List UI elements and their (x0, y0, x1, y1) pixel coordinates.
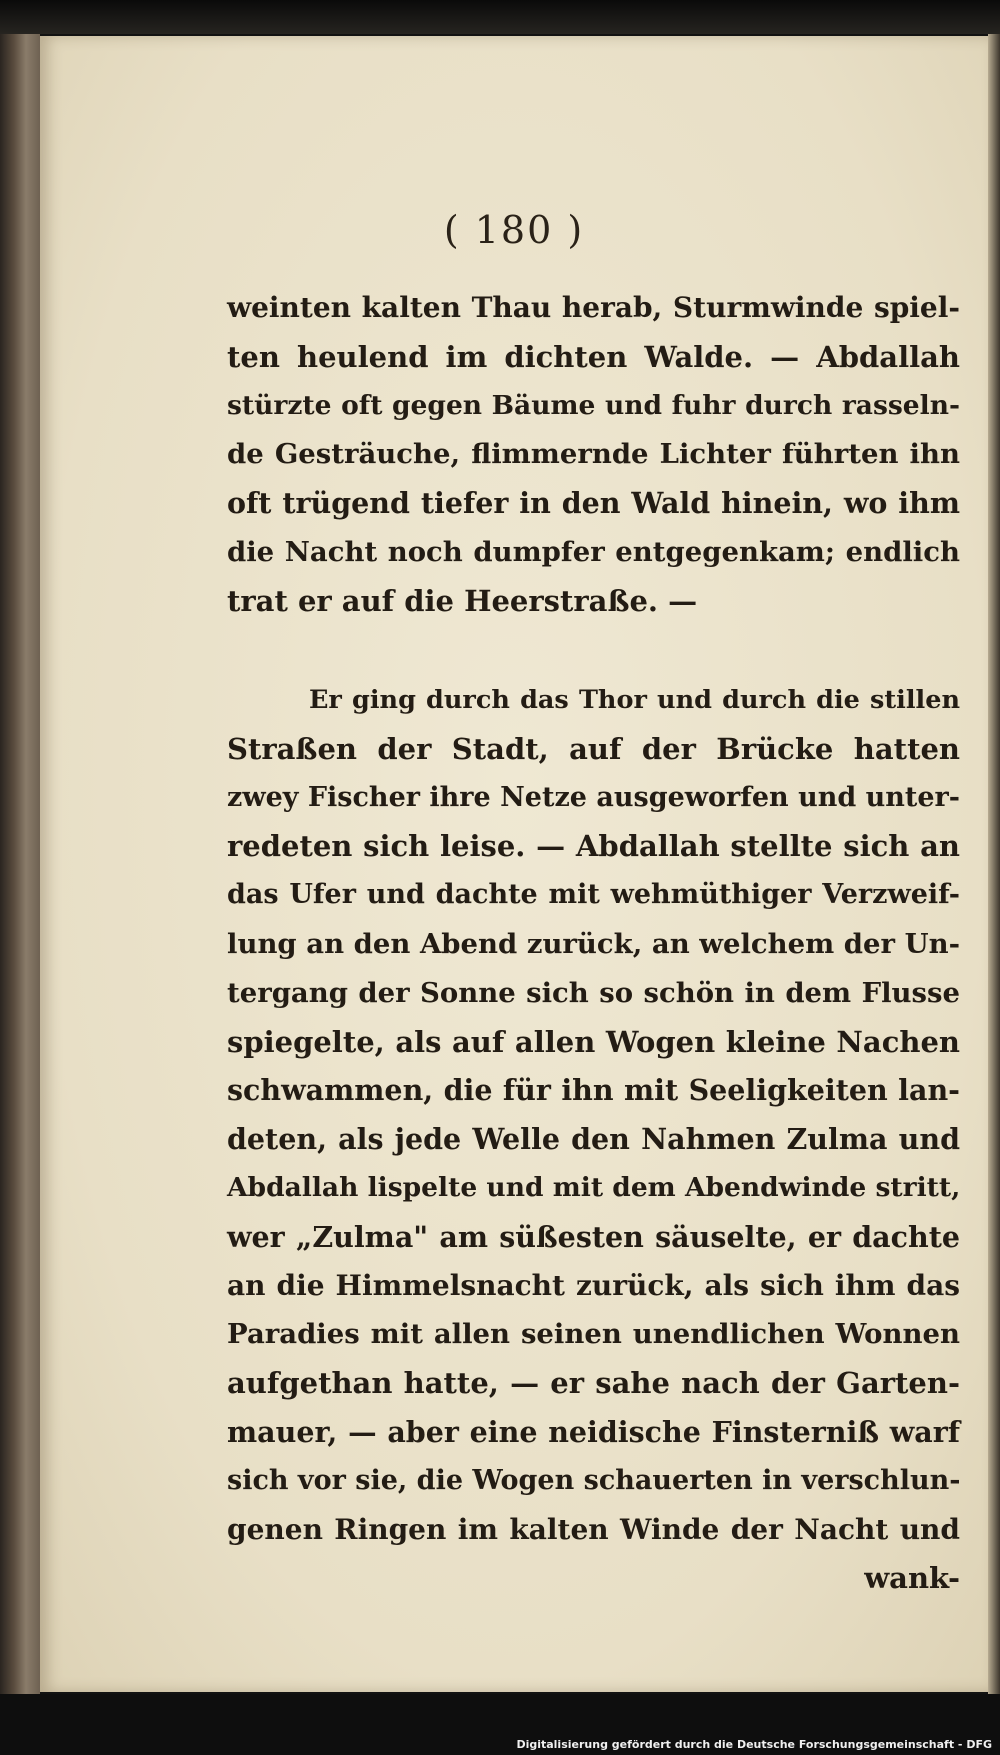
scan-bottom-border (0, 1694, 1000, 1755)
text-line: das Ufer und dachte mit wehmüthiger Verzweif- (227, 879, 960, 911)
text-line: die Nacht noch dumpfer entgegenkam; endlich (227, 535, 960, 568)
catchword: wank- (864, 1561, 960, 1596)
text-line: aufgethan hatte, — er sahe nach der Garten- (227, 1366, 960, 1401)
text-line: de Gesträuche, flimmernde Lichter führten ihn (227, 438, 960, 471)
paragraph-1 (227, 284, 960, 626)
text-line: zwey Fischer ihre Netze ausgeworfen und unter- (227, 781, 960, 813)
book-page (40, 36, 988, 1692)
text-line: genen Ringen im kalten Winde der Nacht und (227, 1512, 960, 1546)
page-number: ( 180 ) (443, 208, 585, 252)
book-spine-edge (0, 34, 40, 1694)
text-line: Paradies mit allen seinen unendlichen Wonnen (227, 1318, 960, 1351)
scan-top-border (0, 0, 1000, 34)
text-line: Er ging durch das Thor und durch die stillen (309, 685, 960, 715)
text-line: Straßen der Stadt, auf der Brücke hatten (227, 731, 960, 766)
text-line: ten heulend im dichten Walde. — Abdallah (227, 339, 960, 374)
text-line: oft trügend tiefer in den Wald hinein, wo ihm (227, 486, 960, 521)
paragraph-2 (227, 676, 960, 1603)
text-line: trat er auf die Heerstraße. — (227, 583, 698, 618)
text-line: wer „Zulma" am süßesten säuselte, er dachte (227, 1219, 960, 1254)
text-line: weinten kalten Thau herab, Sturmwinde spiel- (227, 291, 960, 324)
text-line: deten, als jede Welle den Nahmen Zulma und (227, 1122, 960, 1157)
text-line: schwammen, die für ihn mit Seeligkeiten lan- (227, 1073, 960, 1108)
text-line: stürzte oft gegen Bäume und fuhr durch rasseln- (227, 389, 960, 421)
page-right-edge (988, 34, 1000, 1694)
text-line: mauer, — aber eine neidische Finsterniß warf (227, 1414, 960, 1449)
text-line: sich vor sie, die Wogen schauerten in verschlun- (227, 1464, 961, 1496)
text-line: lung an den Abend zurück, an welchem der Un- (227, 927, 960, 960)
text-line: an die Himmelsnacht zurück, als sich ihm das (227, 1268, 960, 1302)
text-line: Abdallah lispelte und mit dem Abendwinde stritt, (227, 1171, 961, 1203)
text-line: spiegelte, als auf allen Wogen kleine Nachen (227, 1024, 960, 1059)
digitization-credit: Digitalisierung gefördert durch die Deutsche Forschungsgemeinschaft - DFG (516, 1738, 992, 1751)
text-line: tergang der Sonne sich so schön in dem Flusse (227, 976, 960, 1009)
text-line: redeten sich leise. — Abdallah stellte sich an (227, 829, 960, 864)
